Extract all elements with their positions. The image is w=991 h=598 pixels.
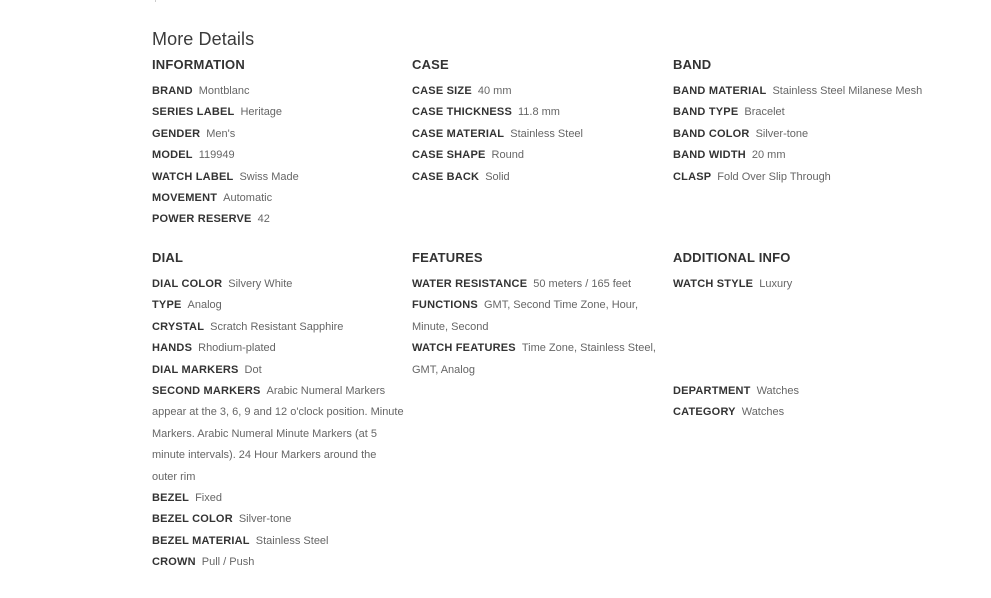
detail-value: Rhodium-plated xyxy=(198,342,276,355)
detail-row-model xyxy=(152,145,404,166)
detail-value: Watches xyxy=(756,385,799,397)
detail-row-crown xyxy=(152,552,404,573)
detail-key: FUNCTIONS xyxy=(412,299,478,312)
detail-key: WATCH FEATURES xyxy=(412,342,516,355)
detail-value: 50 meters / 165 feet xyxy=(533,278,632,290)
detail-value: Watches xyxy=(741,406,785,419)
detail-value: Silver-tone xyxy=(238,513,292,526)
detail-value: Stainless Steel xyxy=(510,127,583,140)
detail-row-crystal xyxy=(152,317,404,338)
detail-value: 11.8 mm xyxy=(517,106,560,119)
detail-list-features xyxy=(412,274,664,381)
section-case xyxy=(412,55,664,188)
detail-key: CASE THICKNESS xyxy=(412,106,512,119)
detail-key: BEZEL xyxy=(152,492,190,505)
detail-row-bezel-color xyxy=(152,509,404,530)
detail-key: BRAND xyxy=(152,85,193,97)
detail-key: BAND COLOR xyxy=(673,127,750,140)
detail-key: MOVEMENT xyxy=(152,192,218,205)
detail-row-case-thickness xyxy=(412,102,664,123)
detail-row-watch-label xyxy=(152,167,404,188)
detail-row-functions xyxy=(412,295,664,338)
detail-row-hands xyxy=(152,338,404,359)
detail-key: CASE SHAPE xyxy=(412,149,486,162)
page-title: More Details xyxy=(152,29,255,49)
section-heading-case: CASE xyxy=(412,57,449,72)
detail-row-movement xyxy=(152,188,404,209)
top-divider-fragment xyxy=(155,0,156,2)
detail-value: Fold Over Slip Through xyxy=(717,170,831,183)
detail-value: GMT, Second Time Zone, Hour, Minute, Second xyxy=(412,299,639,333)
detail-key: TYPE xyxy=(152,299,182,312)
detail-value: Montblanc xyxy=(198,85,250,97)
detail-row-dial-markers xyxy=(152,360,404,381)
section-heading-band: BAND xyxy=(673,57,712,72)
detail-row-case-shape xyxy=(412,145,664,166)
detail-row-case-material xyxy=(412,124,664,145)
detail-value: Luxury xyxy=(759,278,793,290)
detail-value: Solid xyxy=(485,170,510,183)
section-heading-additional-info: ADDITIONAL INFO xyxy=(673,250,791,265)
detail-value: Men's xyxy=(206,127,236,140)
detail-row-dial-color xyxy=(152,274,404,295)
detail-row-bezel xyxy=(152,488,404,509)
section-dial xyxy=(152,248,404,574)
detail-value: Heritage xyxy=(240,106,283,119)
detail-value: Swiss Made xyxy=(239,170,299,183)
detail-value: 42 xyxy=(257,213,270,226)
detail-list-case xyxy=(412,81,664,188)
detail-value: Stainless Steel Milanese Mesh xyxy=(772,85,923,97)
detail-value: Pull / Push xyxy=(201,556,255,569)
detail-row-bezel-material xyxy=(152,531,404,552)
section-band xyxy=(673,55,925,188)
detail-row-band-type xyxy=(673,102,925,123)
section-heading-features: FEATURES xyxy=(412,250,483,265)
detail-row-watch-style xyxy=(673,274,925,295)
detail-value: Silvery White xyxy=(228,278,293,290)
detail-key: DIAL MARKERS xyxy=(152,363,239,376)
detail-row-band-color xyxy=(673,124,925,145)
detail-key: POWER RESERVE xyxy=(152,213,252,226)
detail-row-case-back xyxy=(412,167,664,188)
detail-key: MODEL xyxy=(152,149,193,162)
detail-row-type xyxy=(152,295,404,316)
detail-value: Fixed xyxy=(195,492,222,505)
detail-key: BAND WIDTH xyxy=(673,149,746,162)
section-heading-dial: DIAL xyxy=(152,250,184,265)
detail-row-power-reserve xyxy=(152,209,404,230)
detail-row-water-resistance xyxy=(412,274,664,295)
section-heading-information: INFORMATION xyxy=(152,57,245,72)
detail-value: Analog xyxy=(187,299,222,312)
detail-row-gender xyxy=(152,124,404,145)
detail-key: GENDER xyxy=(152,127,201,140)
detail-key: CRYSTAL xyxy=(152,320,205,333)
detail-row-band-width xyxy=(673,145,925,166)
detail-value: Dot xyxy=(244,363,262,376)
detail-row-category xyxy=(673,402,925,423)
detail-key: CLASP xyxy=(673,170,712,183)
detail-value: Stainless Steel xyxy=(255,534,329,547)
detail-list-additional-info xyxy=(673,274,925,424)
detail-value: Time Zone, Stainless Steel, GMT, Analog xyxy=(412,342,656,376)
detail-row-case-size xyxy=(412,81,664,102)
detail-row-clasp xyxy=(673,167,925,188)
detail-row-series-label xyxy=(152,102,404,123)
detail-key: BEZEL COLOR xyxy=(152,513,233,526)
detail-key: CASE BACK xyxy=(412,170,480,183)
detail-key: CROWN xyxy=(152,556,196,569)
detail-value: Round xyxy=(491,149,524,162)
detail-list-information xyxy=(152,81,404,231)
detail-row-brand xyxy=(152,81,404,102)
detail-list-band xyxy=(673,81,925,188)
detail-list-dial xyxy=(152,274,404,574)
detail-value: 119949 xyxy=(198,149,235,162)
detail-row-band-material xyxy=(673,81,925,102)
section-features xyxy=(412,248,664,381)
detail-value: Scratch Resistant Sapphire xyxy=(210,320,344,333)
detail-key: BAND MATERIAL xyxy=(673,85,767,97)
detail-value: Arabic Numeral Markers appear at the 3, 6, 9 and 12 o'clock position. Minute Markers. Arabic Numeral Minute Markers (at 5 minute intervals). 24 Hour Markers around the outer rim xyxy=(152,385,404,483)
detail-value: Automatic xyxy=(223,192,273,205)
section-additional-info xyxy=(673,248,925,424)
section-information xyxy=(152,55,404,231)
detail-key: WATCH LABEL xyxy=(152,170,234,183)
detail-value: 40 mm xyxy=(477,85,512,97)
list-spacer xyxy=(673,338,925,381)
detail-key: WATCH STYLE xyxy=(673,278,754,290)
detail-key: CATEGORY xyxy=(673,406,736,419)
detail-key: WATER RESISTANCE xyxy=(412,278,528,290)
detail-key: SECOND MARKERS xyxy=(152,385,261,398)
list-spacer xyxy=(673,295,925,338)
detail-key: BEZEL MATERIAL xyxy=(152,534,250,547)
detail-key: DIAL COLOR xyxy=(152,278,223,290)
detail-key: CASE SIZE xyxy=(412,85,472,97)
detail-row-watch-features xyxy=(412,338,664,381)
detail-key: DEPARTMENT xyxy=(673,385,751,397)
detail-value: Silver-tone xyxy=(755,127,809,140)
detail-value: 20 mm xyxy=(751,149,786,162)
detail-key: CASE MATERIAL xyxy=(412,127,505,140)
detail-row-second-markers xyxy=(152,381,404,488)
detail-value: Bracelet xyxy=(744,106,785,119)
detail-key: BAND TYPE xyxy=(673,106,739,119)
detail-key: SERIES LABEL xyxy=(152,106,235,119)
detail-row-department xyxy=(673,381,925,402)
detail-key: HANDS xyxy=(152,342,193,355)
